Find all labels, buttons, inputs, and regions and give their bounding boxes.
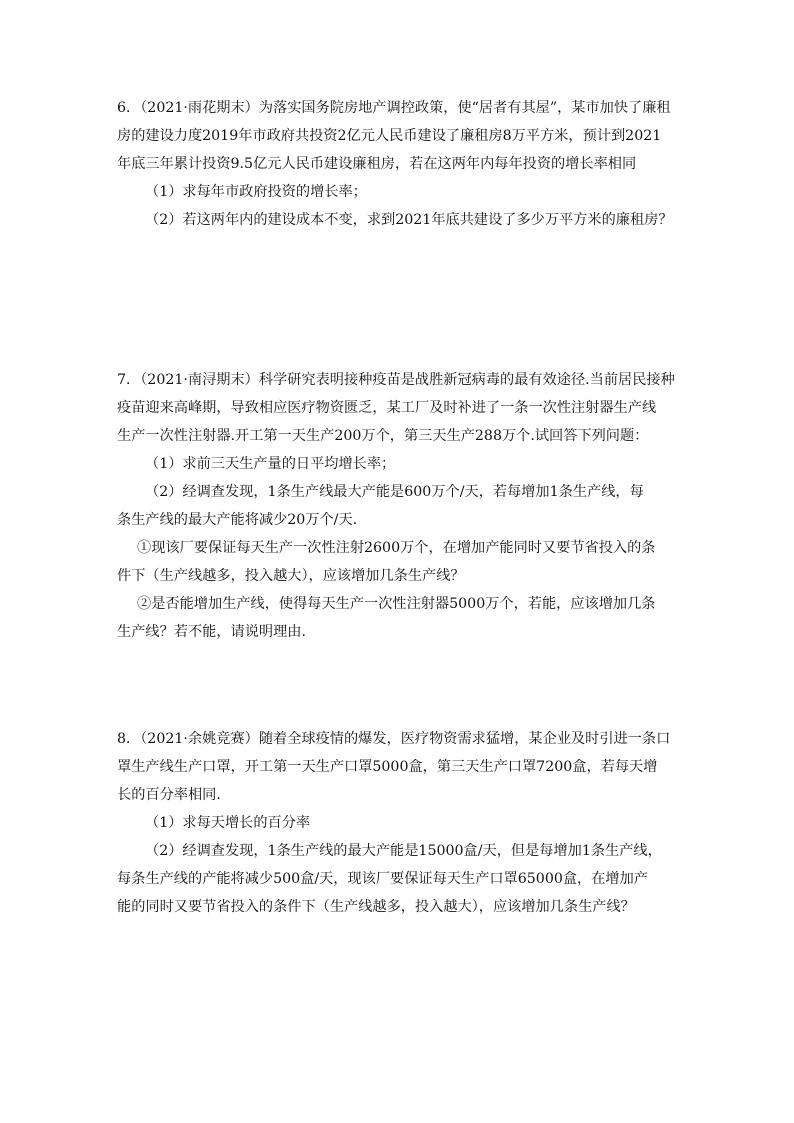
problem-8-part-2-cont-1: 每条生产线的产能将减少500盒/天，现该厂要保证每天生产口罩65000盒，在增加产 — [117, 871, 648, 887]
problem-7-line-1: 7．（2021·南浔期末）科学研究表明接种疫苗是战胜新冠病毒的最有效途径.当前居民接种 — [117, 372, 675, 388]
problem-8-part-1: （1）求每天增长的百分率 — [145, 815, 311, 831]
problem-8-line-3: 长的百分率相同. — [117, 787, 221, 803]
problem-7-line-2: 疫苗迎来高峰期，导致相应医疗物资匮乏，某工厂及时补进了一条一次性注射器生产线 — [117, 400, 657, 416]
problem-7 — [117, 366, 687, 646]
problem-8-line-2: 罩生产线生产口罩，开工第一天生产口罩5000盒，第三天生产口罩7200盒，若每天增 — [117, 759, 658, 775]
problem-8-part-2-cont-2: 能的同时又要节省投入的条件下（生产线越多，投入越大），应该增加几条生产线？ — [117, 899, 635, 915]
problem-8 — [117, 725, 687, 921]
problem-7-subpart-1-cont: 件下（生产线越多，投入越大），应该增加几条生产线？ — [117, 568, 465, 584]
problem-7-subpart-1: ①现该厂要保证每天生产一次性注射2600万个，在增加产能同时又要节省投入的条 — [137, 540, 656, 556]
problem-7-line-3: 生产一次性注射器.开工第一天生产200万个，第三天生产288万个.试回答下列问题： — [117, 428, 649, 444]
problem-6 — [117, 94, 687, 234]
problem-6-line-2: 房的建设力度2019年市政府共投资2亿元人民币建设了廉租房8万平方米，预计到2021 — [117, 128, 662, 144]
problem-6-line-1: 6．（2021·雨花期末）为落实国务院房地产调控政策，使“居者有其屋”，某市加快了廉租 — [117, 100, 671, 116]
problem-6-line-3: 年底三年累计投资9.5亿元人民币建设廉租房，若在这两年内每年投资的增长率相同 — [117, 156, 637, 172]
problem-7-subpart-2: ②是否能增加生产线，使得每天生产一次性注射器5000万个，若能，应该增加几条 — [137, 596, 656, 612]
problem-7-part-2-cont: 条生产线的最大产能将减少20万个/天. — [117, 512, 358, 528]
problem-8-line-1: 8．（2021·余姚竞赛）随着全球疫情的爆发，医疗物资需求猛增，某企业及时引进一条口 — [117, 731, 671, 747]
problem-6-part-1: （1）求每年市政府投资的增长率； — [145, 184, 367, 200]
problem-7-subpart-2-cont: 生产线？若不能，请说明理由. — [117, 624, 306, 640]
problem-6-part-2: （2）若这两年内的建设成本不变，求到2021年底共建设了多少万平方米的廉租房？ — [145, 212, 673, 228]
problem-7-part-2: （2）经调查发现，1条生产线最大产能是600万个/天，若每增加1条生产线，每 — [145, 484, 644, 500]
problem-7-part-1: （1）求前三天生产量的日平均增长率； — [145, 456, 396, 472]
problem-8-part-2: （2）经调查发现，1条生产线的最大产能是15000盒/天，但是每增加1条生产线， — [145, 843, 662, 859]
